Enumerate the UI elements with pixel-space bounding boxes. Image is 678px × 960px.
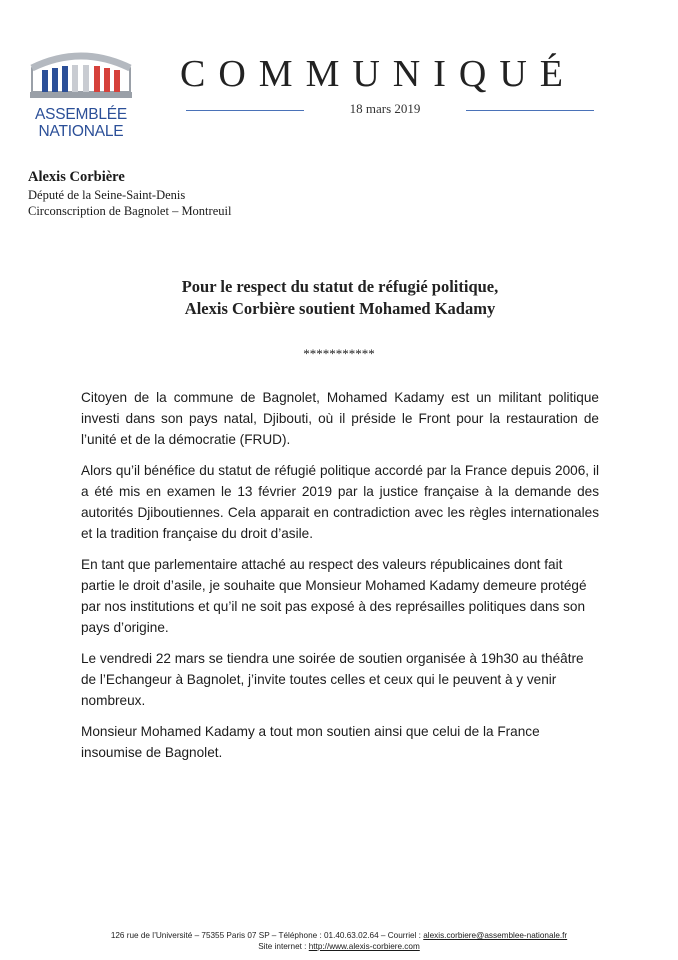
logo-text-line1: ASSEMBLÉE bbox=[34, 106, 128, 123]
footer bbox=[0, 930, 678, 952]
paragraph: Monsieur Mohamed Kadamy a tout mon soutien ainsi que celui de la France insoumise de Bagnolet. bbox=[81, 724, 540, 760]
headline-line-1: Pour le respect du statut de réfugié politique, bbox=[181, 277, 499, 296]
hemicycle-icon bbox=[26, 46, 136, 106]
paragraph: Alors qu’il bénéfice du statut de réfugié politique accordé par la France depuis 2006, il a été mis en examen le 13 février 2019 par la justice française à la demande des autorités Djiboutiennes. Cela apparait en contradiction avec les règles internationales et la tradition française du droit d’asile. bbox=[81, 463, 599, 541]
logo-text-line2: NATIONALE bbox=[38, 123, 124, 140]
footer-contact-line bbox=[0, 930, 678, 941]
headline-line-2: Alexis Corbière soutient Mohamed Kadamy bbox=[184, 299, 496, 318]
headline bbox=[40, 276, 640, 320]
paragraph: Citoyen de la commune de Bagnolet, Mohamed Kadamy est un militant politique investi dans son pays natal, Djibouti, où il préside le Front pour la restauration de l’unité et de la démocratie (FRUD). bbox=[81, 390, 599, 447]
footer-address: 126 rue de l’Université – 75355 Paris 07 SP – Téléphone : 01.40.63.02.64 – Courriel : bbox=[110, 931, 424, 940]
author-name: Alexis Corbière bbox=[28, 169, 125, 185]
separator: *********** bbox=[303, 346, 375, 361]
footer-website-line bbox=[0, 941, 678, 952]
email-link[interactable]: alexis.corbiere@assemblee-nationale.fr bbox=[423, 931, 568, 940]
title-rule-right bbox=[466, 110, 594, 111]
paragraph: Le vendredi 22 mars se tiendra une soirée de soutien organisée à 19h30 au théâtre de l’Echangeur à Bagnolet, j’invite toutes celles et ceux qui le peuvent à y venir nombreux. bbox=[81, 651, 584, 708]
author-constituency: Circonscription de Bagnolet – Montreuil bbox=[28, 204, 232, 218]
release-date: 18 mars 2019 bbox=[349, 101, 421, 116]
website-link[interactable]: http://www.alexis-corbiere.com bbox=[308, 942, 420, 951]
author-block bbox=[28, 167, 231, 219]
title-rule-left bbox=[186, 110, 304, 111]
body-text bbox=[81, 387, 599, 773]
page-title: COMMUNIQUÉ bbox=[180, 53, 576, 95]
paragraph: En tant que parlementaire attaché au respect des valeurs républicaines dont fait partie le droit d’asile, je souhaite que Monsieur Mohamed Kadamy demeure protégé par nos institutions et qu’il ne soit pas exposé à des représailles politiques dans son pays d’origine. bbox=[81, 557, 587, 635]
author-role: Député de la Seine-Saint-Denis bbox=[28, 188, 186, 202]
assemblee-nationale-logo bbox=[26, 46, 136, 146]
footer-website-label: Site internet : bbox=[258, 942, 309, 951]
